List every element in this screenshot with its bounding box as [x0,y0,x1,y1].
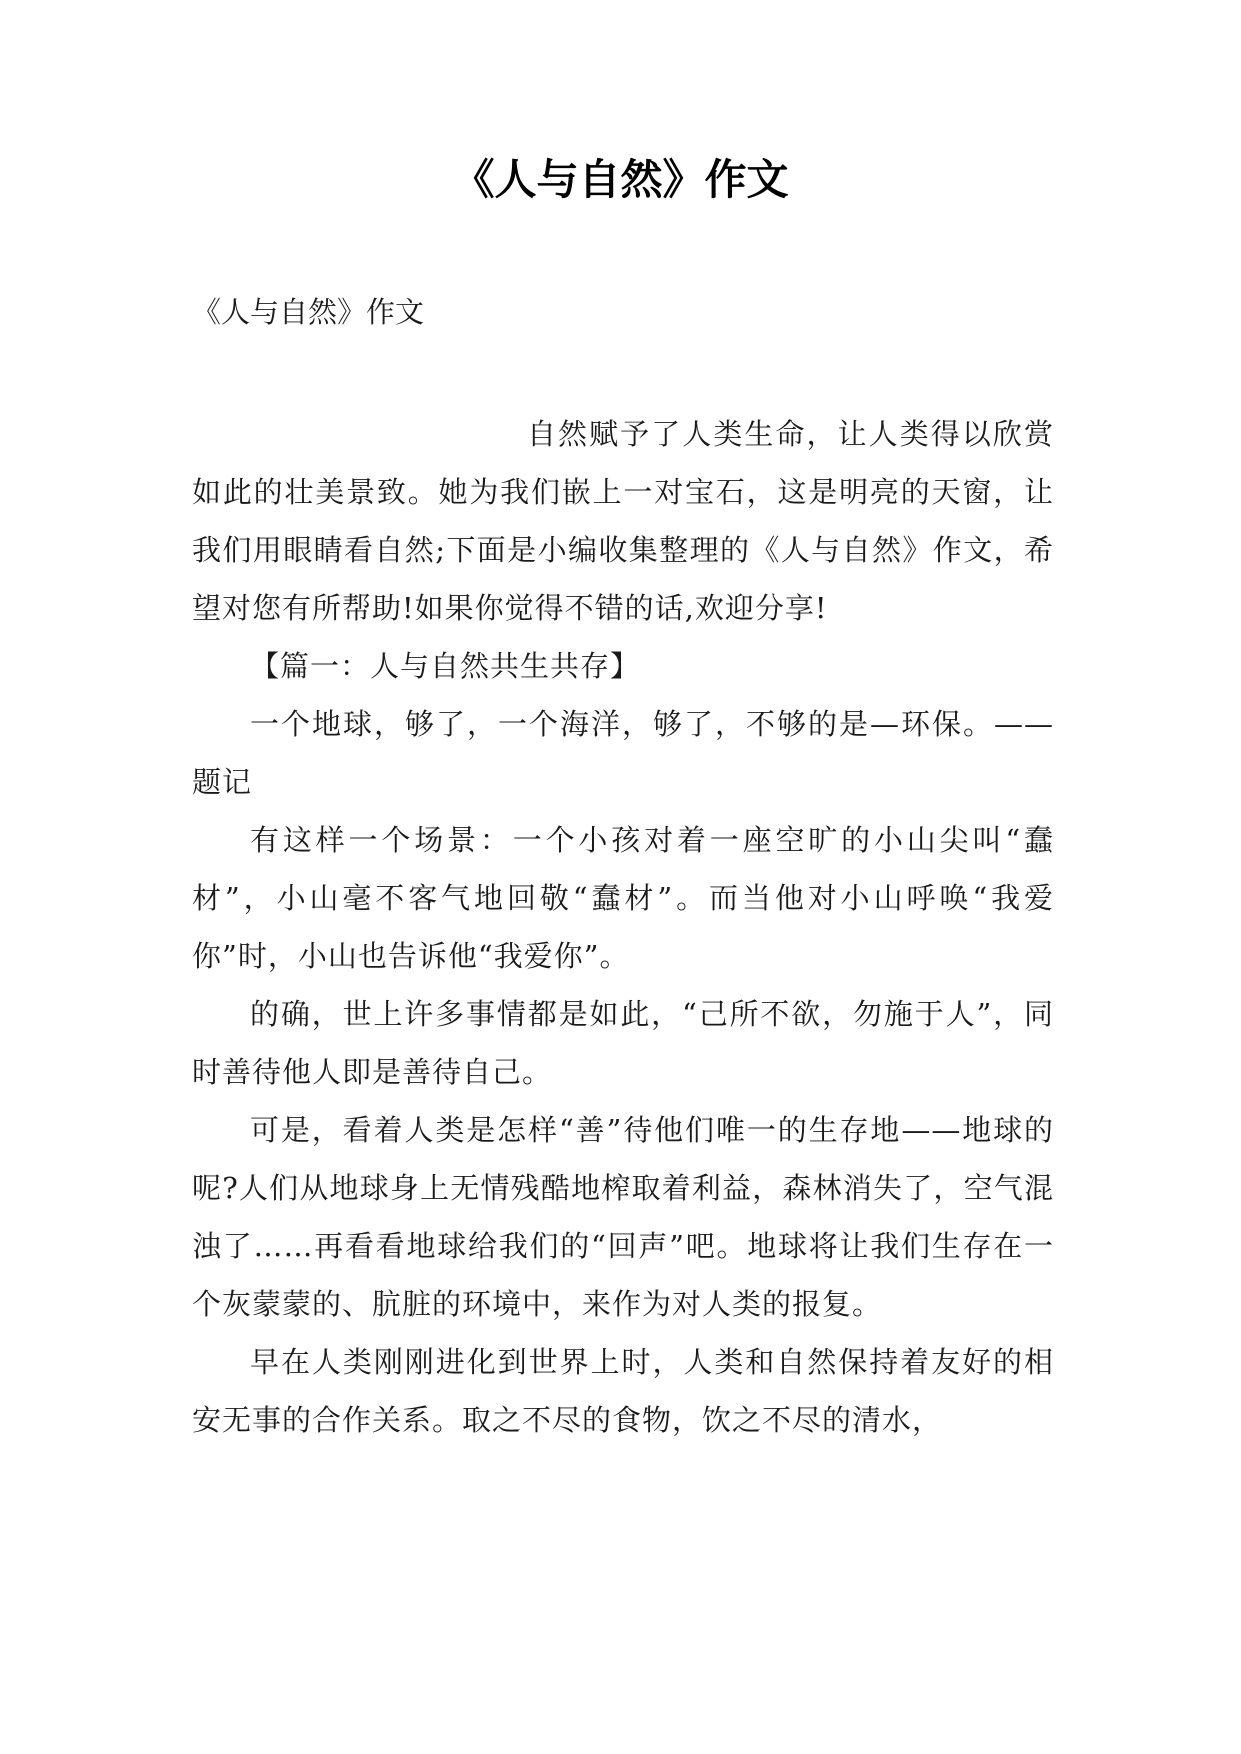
intro-paragraph: 自然赋予了人类生命，让人类得以欣赏如此的壮美景致。她为我们嵌上一对宝石，这是明亮的天窗，让我们用眼睛看自然;下面是小编收集整理的《人与自然》作文，希望对您有所帮助!如果你觉得不错的话,欢迎分享! [192,417,1054,625]
document-title: 《人与自然》作文 [452,155,789,204]
section-heading: 【篇一：人与自然共生共存】 [250,649,641,683]
document-body [192,405,1054,1449]
epigraph-paragraph: 一个地球，够了，一个海洋，够了，不够的是—环保。——题记 [192,707,1054,799]
body-paragraph: 的确，世上许多事情都是如此，“己所不欲，勿施于人”，同时善待他人即是善待自己。 [192,997,1054,1089]
body-paragraph: 有这样一个场景：一个小孩对着一座空旷的小山尖叫“蠢材”，小山毫不客气地回敬“蠢材”。而当他对小山呼唤“我爱你”时，小山也告诉他“我爱你”。 [192,823,1054,973]
body-paragraph: 可是，看着人类是怎样“善”待他们唯一的生存地——地球的呢?人们从地球身上无情残酷地榨取着利益，森林消失了，空气混浊了……再看看地球给我们的“回声”吧。地球将让我们生存在一个灰蒙蒙的、肮脏的环境中，来作为对人类的报复。 [192,1113,1054,1321]
body-paragraph: 早在人类刚刚进化到世界上时，人类和自然保持着友好的相安无事的合作关系。取之不尽的食物，饮之不尽的清水， [192,1345,1054,1437]
document-subtitle: 《人与自然》作文 [192,295,425,329]
